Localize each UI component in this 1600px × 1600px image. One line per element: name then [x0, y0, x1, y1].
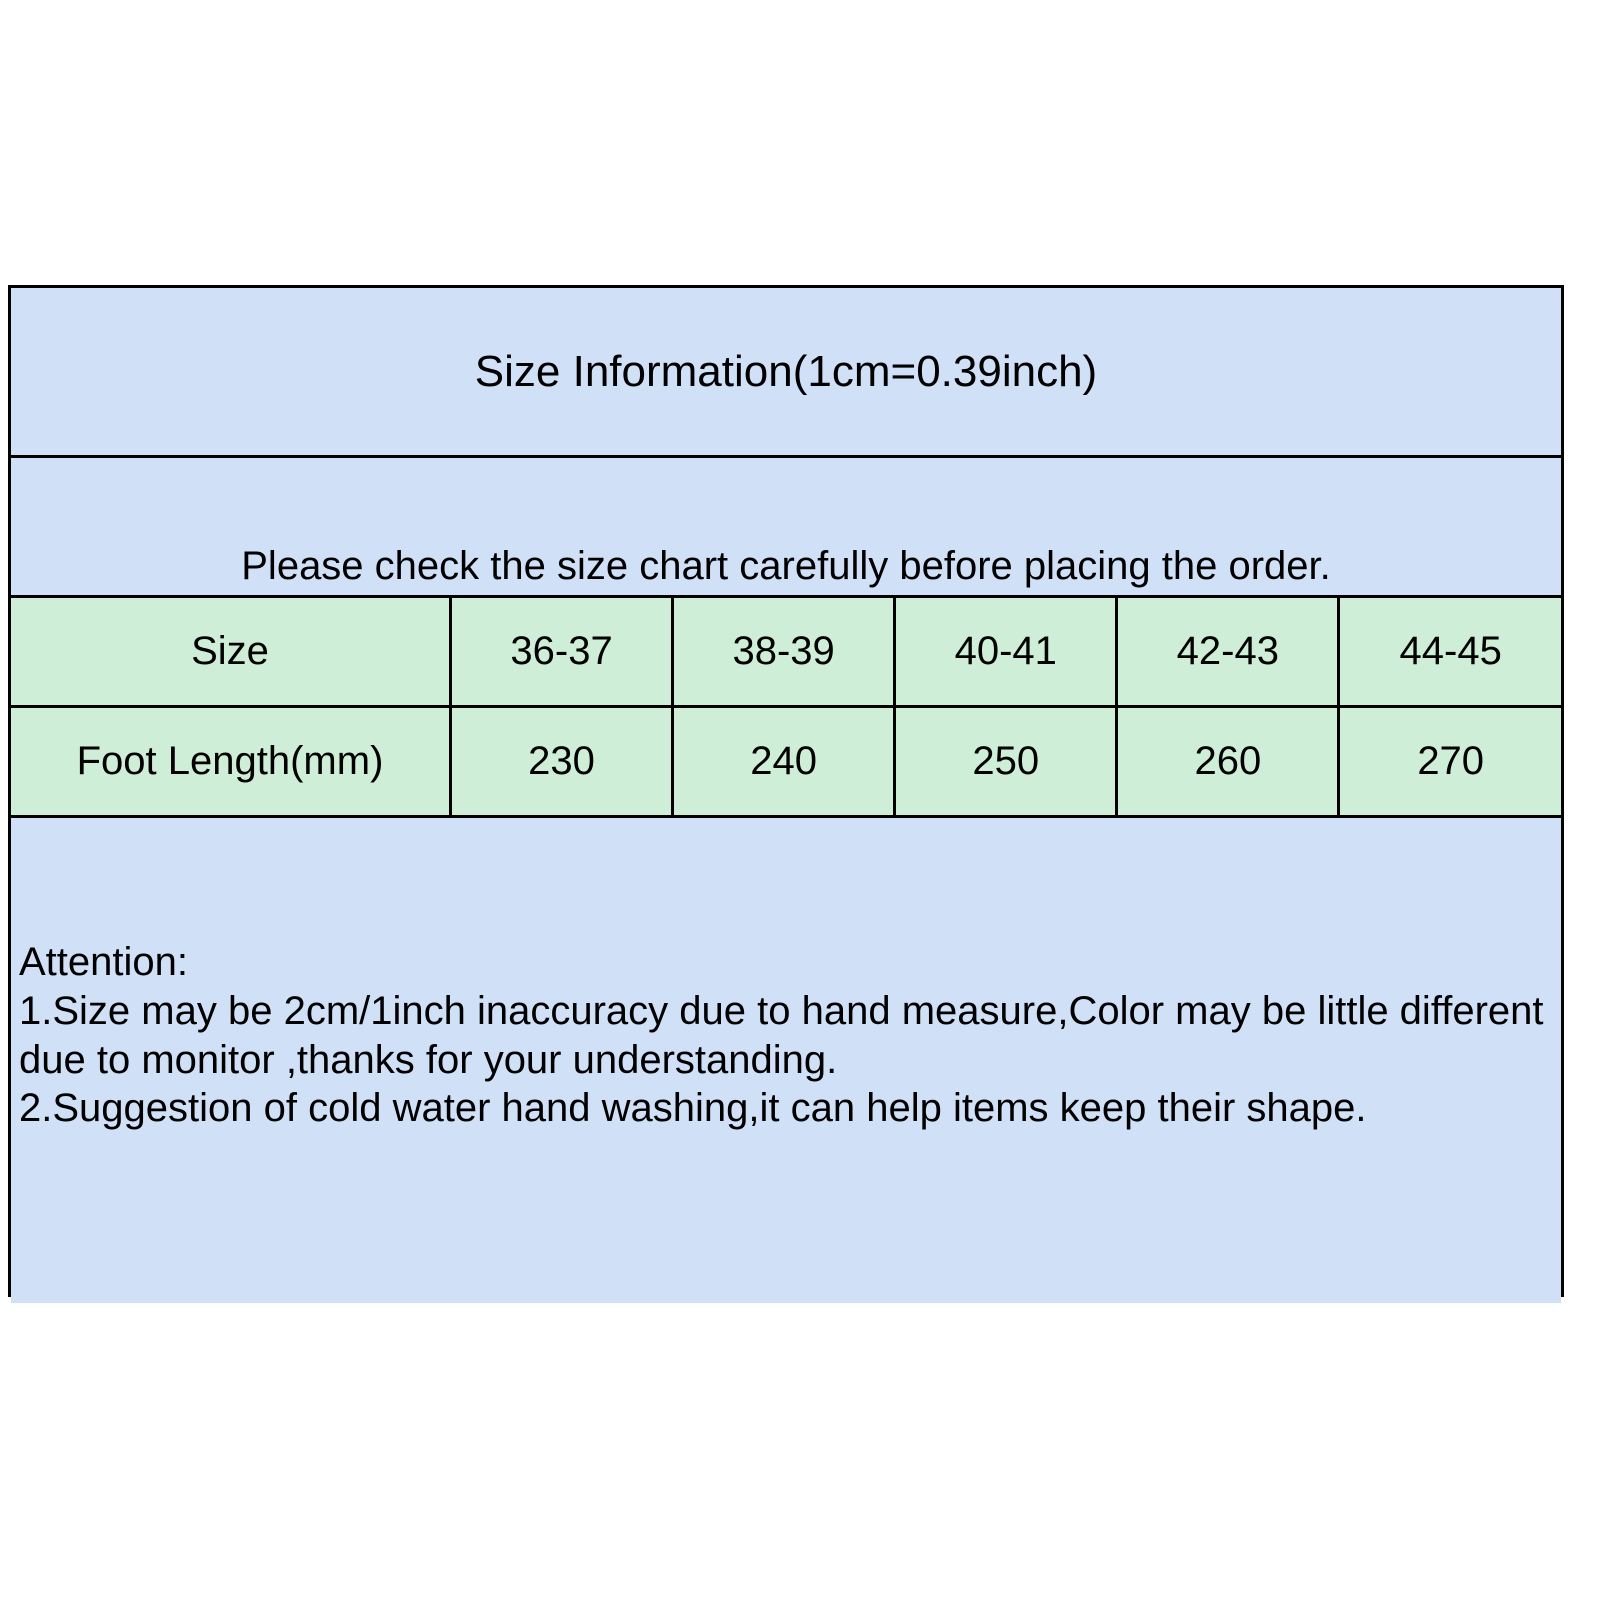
attention-heading: Attention:	[19, 940, 189, 984]
size-chart-sheet	[8, 285, 1564, 1297]
size-chart-note: Please check the size chart carefully before placing the order.	[241, 544, 1331, 588]
attention-line-1: 1.Size may be 2cm/1inch inaccuracy due to hand measure,Color may be little different due to monitor ,thanks for your understanding.	[19, 988, 1544, 1082]
title-row	[11, 288, 1561, 458]
attention-line-2: 2.Suggestion of cold water hand washing,it can help items keep their shape.	[19, 1086, 1367, 1131]
table-cell-size-1: 38-39	[673, 598, 895, 707]
table-cell-size-3: 42-43	[1117, 598, 1339, 707]
table-cell-size-4: 44-45	[1339, 598, 1561, 707]
table-cell-size-0: 36-37	[451, 598, 673, 707]
page-title: Size Information(1cm=0.39inch)	[474, 346, 1098, 396]
attention-row	[11, 818, 1561, 1303]
table-cell-foot-length-1: 240	[673, 707, 895, 817]
size-table	[11, 598, 1561, 818]
table-row	[11, 707, 1561, 817]
attention-block	[19, 938, 1553, 1133]
table-cell-foot-length-3: 260	[1117, 707, 1339, 817]
table-header-foot-length: Foot Length(mm)	[11, 707, 451, 817]
table-cell-foot-length-4: 270	[1339, 707, 1561, 817]
table-cell-size-2: 40-41	[895, 598, 1117, 707]
table-row	[11, 598, 1561, 707]
table-header-size: Size	[11, 598, 451, 707]
table-cell-foot-length-2: 250	[895, 707, 1117, 817]
note-row	[11, 458, 1561, 598]
table-cell-foot-length-0: 230	[451, 707, 673, 817]
